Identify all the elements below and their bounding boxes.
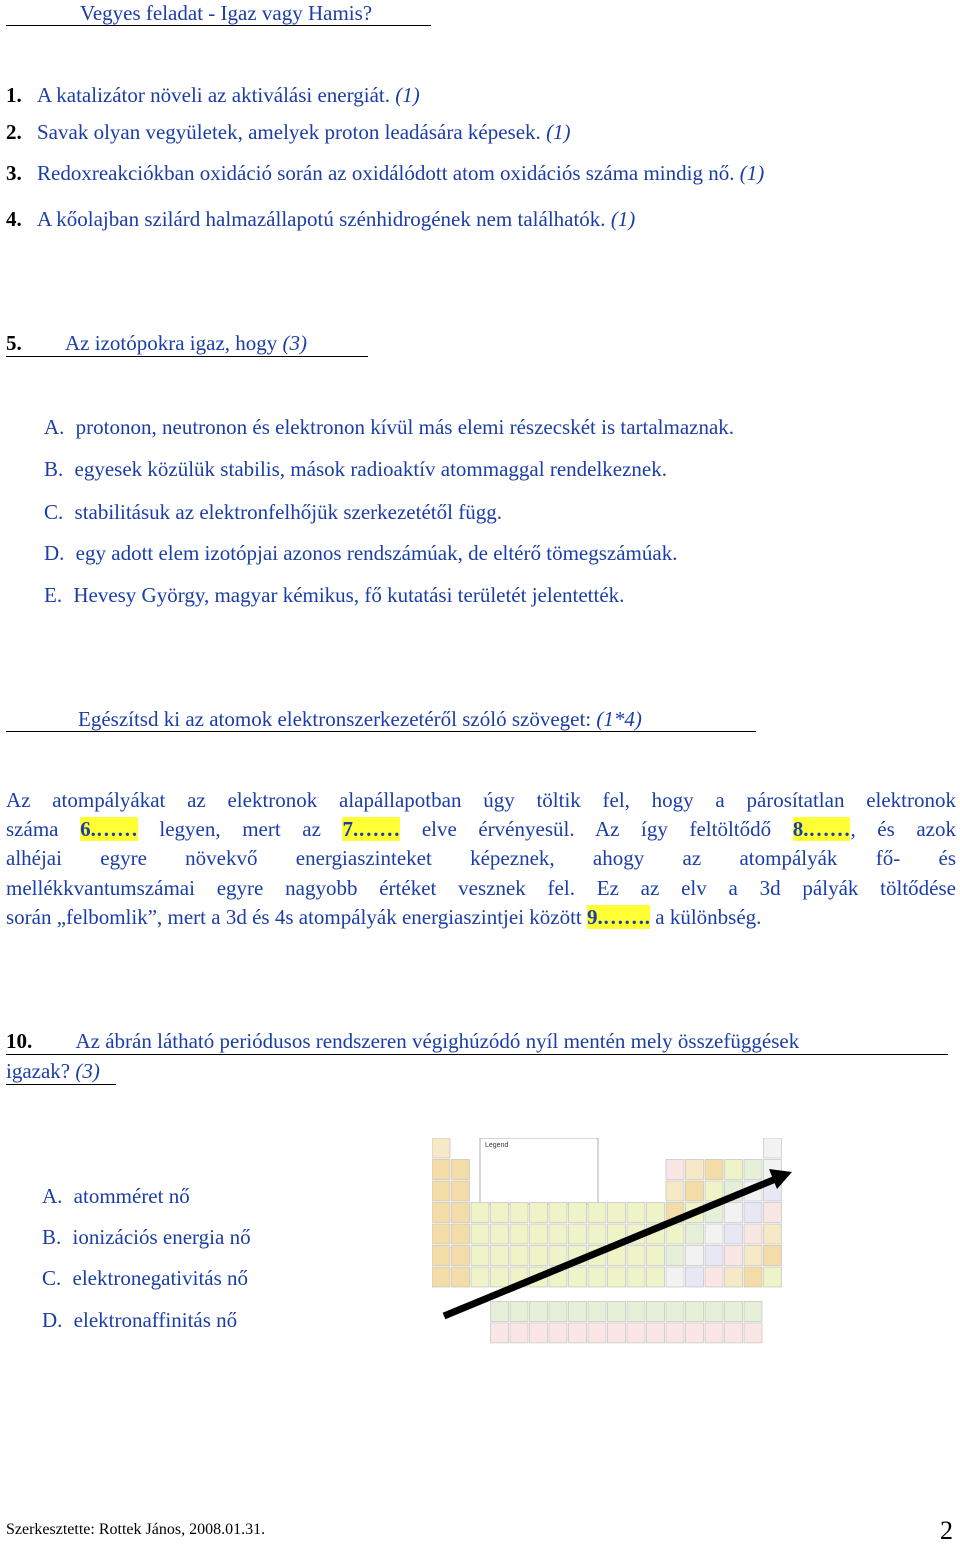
- option-text: elektronaffinitás nő: [73, 1308, 238, 1332]
- element-cell: [432, 1224, 450, 1244]
- element-cell: [686, 1301, 704, 1321]
- element-cell: [627, 1323, 645, 1343]
- fill-text: során „felbomlik”, mert a 3d és 4s atompályák energiaszintjei között: [6, 904, 582, 929]
- option-letter: B.: [42, 1225, 62, 1249]
- element-cell: [627, 1301, 645, 1321]
- option-text: ionizációs energia nő: [72, 1225, 251, 1249]
- option-letter: C.: [44, 500, 64, 524]
- element-cell: [686, 1267, 704, 1287]
- element-cell: [725, 1267, 743, 1287]
- q10-title-2: igazak?: [6, 1059, 71, 1083]
- element-cell: [549, 1301, 567, 1321]
- option-letter: D.: [42, 1308, 63, 1332]
- element-cell: [725, 1160, 743, 1180]
- element-cell: [764, 1224, 782, 1244]
- tf-num: 4.: [6, 207, 22, 231]
- q5-option-e: [44, 582, 624, 608]
- element-cell: [510, 1224, 528, 1244]
- element-cell: [432, 1138, 450, 1158]
- element-cell: [647, 1203, 665, 1223]
- element-cell: [530, 1323, 548, 1343]
- element-cell: [452, 1224, 470, 1244]
- element-cell: [666, 1181, 684, 1201]
- element-cell: [510, 1301, 528, 1321]
- element-cell: [588, 1224, 606, 1244]
- element-cell: [549, 1246, 567, 1266]
- q10-points: (3): [75, 1059, 100, 1083]
- element-cell: [705, 1160, 723, 1180]
- element-cell: [764, 1267, 782, 1287]
- element-cell: [686, 1323, 704, 1343]
- element-cell: [764, 1203, 782, 1223]
- element-cell: [432, 1203, 450, 1223]
- q5-underline: [6, 356, 368, 357]
- element-cell: [452, 1181, 470, 1201]
- periodic-table-svg: [432, 1138, 822, 1404]
- tf-text: Savak olyan vegyületek, amelyek proton leadására képesek.: [37, 120, 547, 144]
- option-letter: D.: [44, 541, 65, 565]
- option-text: elektronegativitás nő: [72, 1266, 249, 1290]
- fill-text: elve érvényesül. Az így feltöltődő: [421, 817, 772, 842]
- element-cell: [744, 1301, 762, 1321]
- element-cell: [686, 1181, 704, 1201]
- element-cell: [725, 1203, 743, 1223]
- fill-points: (1*4): [596, 707, 642, 731]
- q5-option-b: [44, 456, 667, 482]
- element-cell: [686, 1160, 704, 1180]
- element-cell: [725, 1224, 743, 1244]
- element-cell: [608, 1301, 626, 1321]
- element-cell: [471, 1246, 489, 1266]
- element-cell: [744, 1203, 762, 1223]
- fill-line-4: mellékkvantumszámai egyre nagyobb értéket vesznek fel. Ez az elv a 3d pályák töltődése: [6, 875, 956, 900]
- element-cell: [608, 1267, 626, 1287]
- element-cell: [432, 1246, 450, 1266]
- q5-option-a: [44, 414, 734, 440]
- element-cell: [569, 1203, 587, 1223]
- page-title-text: Vegyes feladat - Igaz vagy Hamis?: [80, 1, 373, 25]
- q10-underline-2: [6, 1084, 116, 1085]
- element-cell: [647, 1267, 665, 1287]
- q10-option-c: [42, 1265, 248, 1291]
- fill-line-2: [6, 815, 956, 844]
- element-cell: [569, 1301, 587, 1321]
- element-cell: [569, 1323, 587, 1343]
- element-cell: [764, 1138, 782, 1158]
- element-cell: [705, 1323, 723, 1343]
- element-cell: [452, 1267, 470, 1287]
- tf-points: (1): [610, 207, 636, 231]
- element-cell: [666, 1323, 684, 1343]
- element-cell: [569, 1224, 587, 1244]
- element-cell: [491, 1267, 509, 1287]
- fill-line-5: [6, 903, 956, 932]
- element-cell: [705, 1246, 723, 1266]
- element-cell: [666, 1246, 684, 1266]
- element-cell: [530, 1301, 548, 1321]
- fill-text: a különbség.: [650, 904, 762, 929]
- element-cell: [705, 1267, 723, 1287]
- element-cell: [510, 1246, 528, 1266]
- option-text: atomméret nő: [73, 1184, 190, 1208]
- fill-paragraph: [6, 786, 956, 932]
- element-cell: [530, 1203, 548, 1223]
- q5-num: 5.: [6, 331, 22, 355]
- element-cell: [744, 1224, 762, 1244]
- option-letter: C.: [42, 1266, 62, 1290]
- element-cell: [510, 1203, 528, 1223]
- fill-text: , és azok: [850, 817, 956, 842]
- element-cell: [627, 1203, 645, 1223]
- element-cell: [666, 1301, 684, 1321]
- element-cell: [510, 1323, 528, 1343]
- tf-item-2: [6, 119, 571, 145]
- q10-option-a: [42, 1183, 190, 1209]
- element-cell: [686, 1246, 704, 1266]
- element-cell: [588, 1267, 606, 1287]
- page-number: [940, 1516, 953, 1546]
- q10-heading: [6, 1028, 799, 1054]
- element-cell: [569, 1267, 587, 1287]
- element-cell: [588, 1301, 606, 1321]
- tf-num: 3.: [6, 161, 22, 185]
- q10-heading-2: [6, 1058, 100, 1084]
- footer-editor: [6, 1521, 265, 1539]
- tf-points: (1): [395, 83, 420, 107]
- element-cell: [530, 1224, 548, 1244]
- fill-text: száma: [6, 817, 59, 842]
- q10-title-1: Az ábrán látható periódusos rendszeren végighúzódó nyíl mentén mely összefüggések: [75, 1029, 800, 1053]
- element-cell: [627, 1246, 645, 1266]
- q5-heading: [6, 330, 307, 356]
- element-cell: [647, 1323, 665, 1343]
- element-cell: [764, 1246, 782, 1266]
- tf-item-1: [6, 82, 420, 108]
- element-cell: [725, 1301, 743, 1321]
- q5-option-c: [44, 499, 502, 525]
- element-cell: [452, 1203, 470, 1223]
- element-cell: [705, 1301, 723, 1321]
- element-cell: [725, 1323, 743, 1343]
- q10-underline-1: [6, 1054, 948, 1055]
- fill-line-1: Az atompályákat az elektronok alapállapotban úgy töltik fel, hogy a párosítatlan elektronok: [6, 788, 956, 812]
- element-cell: [432, 1267, 450, 1287]
- fill-line-3: alhéjai egyre növekvő energiaszinteket képeznek, ahogy az atompályák fő- és: [6, 846, 956, 871]
- fill-heading: [78, 706, 642, 732]
- page-title: [80, 0, 372, 26]
- element-cell: [491, 1224, 509, 1244]
- element-cell: [549, 1224, 567, 1244]
- option-letter: B.: [44, 457, 64, 481]
- tf-item-3: [6, 160, 764, 186]
- blank-6: 6.……: [80, 817, 138, 842]
- element-cell: [588, 1323, 606, 1343]
- element-cell: [725, 1246, 743, 1266]
- q5-points: (3): [282, 331, 308, 355]
- fill-title: Egészítsd ki az atomok elektronszerkezetéről szóló szöveget:: [78, 707, 597, 731]
- element-cell: [744, 1323, 762, 1343]
- element-cell: [432, 1181, 450, 1201]
- blank-9: 9.…….: [587, 904, 651, 929]
- element-cell: [744, 1160, 762, 1180]
- element-cell: [705, 1224, 723, 1244]
- tf-text: Redoxreakciókban oxidáció során az oxidálódott atom oxidációs száma mindig nő.: [37, 161, 740, 185]
- element-cell: [530, 1246, 548, 1266]
- element-cell: [471, 1203, 489, 1223]
- q10-num: 10.: [6, 1029, 33, 1053]
- element-cell: [608, 1323, 626, 1343]
- fill-underline: [6, 731, 756, 732]
- element-cell: [627, 1267, 645, 1287]
- element-cell: [491, 1301, 509, 1321]
- option-letter: A.: [42, 1184, 63, 1208]
- tf-num: 1.: [6, 83, 22, 107]
- option-text: stabilitásuk az elektronfelhőjük szerkezetétől függ.: [74, 500, 502, 524]
- element-cell: [491, 1323, 509, 1343]
- element-cell: [452, 1160, 470, 1180]
- element-cell: [666, 1267, 684, 1287]
- option-text: egyesek közülük stabilis, mások radioaktív atommaggal rendelkeznek.: [74, 457, 668, 481]
- fill-text: legyen, mert az: [159, 817, 321, 842]
- tf-points: (1): [739, 161, 765, 185]
- element-cell: [549, 1203, 567, 1223]
- tf-text: A katalizátor növeli az aktiválási energiát.: [37, 83, 396, 107]
- option-letter: A.: [44, 415, 65, 439]
- element-cell: [471, 1267, 489, 1287]
- element-cell: [588, 1203, 606, 1223]
- element-cell: [549, 1323, 567, 1343]
- blank-7: 7.……: [342, 817, 401, 842]
- tf-num: 2.: [6, 120, 22, 144]
- element-cell: [647, 1246, 665, 1266]
- legend-label: Legend: [485, 1142, 509, 1149]
- element-cell: [452, 1246, 470, 1266]
- element-cell: [647, 1301, 665, 1321]
- q10-option-d: [42, 1307, 237, 1333]
- element-cell: [705, 1181, 723, 1201]
- tf-item-4: [6, 206, 635, 232]
- element-cell: [432, 1160, 450, 1180]
- element-cell: [744, 1246, 762, 1266]
- option-text: egy adott elem izotópjai azonos rendszámúak, de eltérő tömegszámúak.: [75, 541, 678, 565]
- option-text: protonon, neutronon és elektronon kívül más elemi részecskét is tartalmaznak.: [75, 415, 735, 439]
- element-cell: [686, 1224, 704, 1244]
- option-text: Hevesy György, magyar kémikus, fő kutatási területét jelentették.: [73, 583, 625, 607]
- title-underline: [6, 25, 431, 26]
- q10-option-b: [42, 1224, 251, 1250]
- element-cell: [491, 1246, 509, 1266]
- element-cell: [491, 1203, 509, 1223]
- tf-points: (1): [546, 120, 571, 144]
- q5-option-d: [44, 540, 677, 566]
- element-cell: [608, 1203, 626, 1223]
- tf-text: A kőolajban szilárd halmazállapotú szénhidrogének nem találhatók.: [37, 207, 611, 231]
- option-letter: E.: [44, 583, 63, 607]
- periodic-table-figure: [432, 1138, 822, 1404]
- footer-editor-text: Szerkesztette: Rottek János, 2008.01.31.: [6, 1521, 266, 1538]
- element-cell: [744, 1267, 762, 1287]
- q5-title: Az izotópokra igaz, hogy: [65, 331, 278, 355]
- page-number-text: 2: [940, 1516, 953, 1545]
- element-cell: [471, 1224, 489, 1244]
- blank-8: 8.……: [792, 817, 851, 842]
- element-cell: [666, 1224, 684, 1244]
- element-cell: [666, 1160, 684, 1180]
